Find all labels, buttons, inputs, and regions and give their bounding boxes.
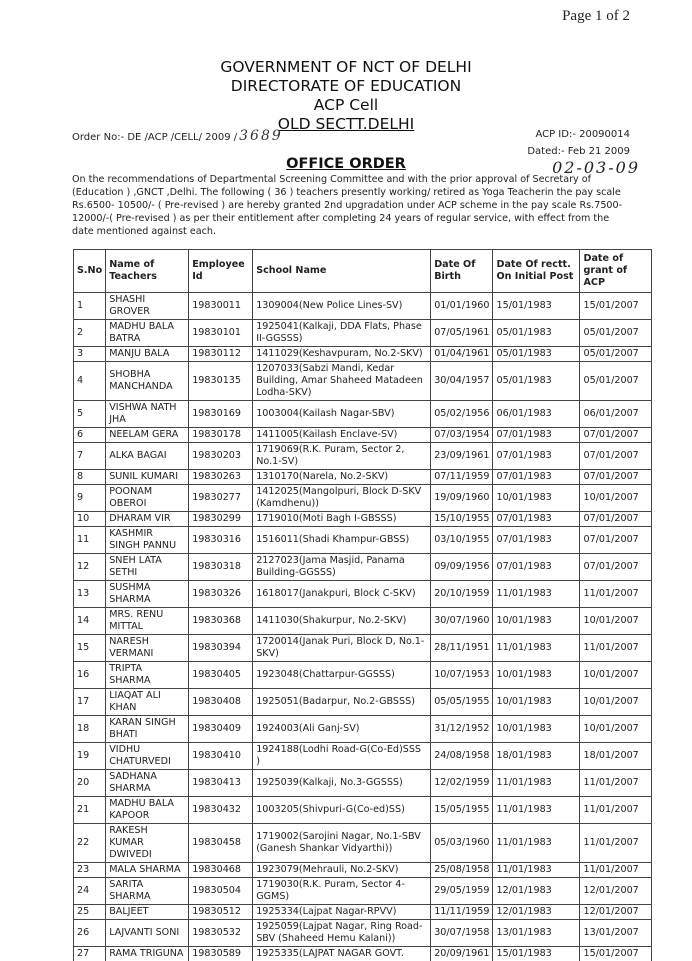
cell-grant-date: 07/01/2007 (580, 428, 652, 443)
cell-sno: 25 (74, 905, 106, 920)
cell-name: RAMA TRIGUNA (106, 947, 189, 961)
cell-dob: 01/04/1961 (431, 347, 493, 362)
cell-name: SADHANA SHARMA (106, 770, 189, 797)
cell-dob: 25/08/1958 (431, 863, 493, 878)
cell-dob: 03/10/1955 (431, 527, 493, 554)
cell-sno: 15 (74, 635, 106, 662)
table-header-row (74, 250, 652, 293)
cell-school: 1719010(Moti Bagh I-GBSSS) (253, 512, 431, 527)
cell-rectt-date: 10/01/1983 (493, 608, 580, 635)
cell-employee-id: 19830532 (189, 920, 253, 947)
cell-sno: 6 (74, 428, 106, 443)
cell-school: 1923048(Chattarpur-GGSSS) (253, 662, 431, 689)
cell-employee-id: 19830468 (189, 863, 253, 878)
order-number-label: Order No:- DE /ACP /CELL/ 2009 / (72, 132, 237, 143)
cell-name: SNEH LATA SETHI (106, 554, 189, 581)
cell-dob: 24/08/1958 (431, 743, 493, 770)
table-row (74, 689, 652, 716)
cell-rectt-date: 11/01/1983 (493, 770, 580, 797)
cell-school: 1719002(Sarojini Nagar, No.1-SBV (Ganesh Shankar Vidyarthi)) (253, 824, 431, 863)
cell-rectt-date: 05/01/1983 (493, 320, 580, 347)
cell-name: KASHMIR SINGH PANNU (106, 527, 189, 554)
header-directorate: DIRECTORATE OF EDUCATION (0, 77, 692, 96)
cell-rectt-date: 10/01/1983 (493, 716, 580, 743)
cell-employee-id: 19830409 (189, 716, 253, 743)
cell-school: 1309004(New Police Lines-SV) (253, 293, 431, 320)
cell-dob: 28/11/1951 (431, 635, 493, 662)
cell-grant-date: 11/01/2007 (580, 824, 652, 863)
cell-sno: 8 (74, 470, 106, 485)
cell-dob: 05/02/1956 (431, 401, 493, 428)
table-row (74, 347, 652, 362)
col-sno: S.No (74, 250, 106, 293)
cell-name: BALJEET (106, 905, 189, 920)
cell-sno: 22 (74, 824, 106, 863)
dated: Dated:- Feb 21 2009 (527, 146, 630, 157)
cell-name: SARITA SHARMA (106, 878, 189, 905)
cell-name: MANJU BALA (106, 347, 189, 362)
cell-dob: 15/10/1955 (431, 512, 493, 527)
cell-sno: 3 (74, 347, 106, 362)
table-row (74, 320, 652, 347)
table-row (74, 878, 652, 905)
cell-school: 1003205(Shivpuri-G(Co-ed)SS) (253, 797, 431, 824)
cell-dob: 20/10/1959 (431, 581, 493, 608)
cell-school: 1719069(R.K. Puram, Sector 2, No.1-SV) (253, 443, 431, 470)
cell-school: 1207033(Sabzi Mandi, Kedar Building, Amar Shaheed Matadeen Lodha-SKV) (253, 362, 431, 401)
cell-sno: 12 (74, 554, 106, 581)
order-number-handwritten: 3689 (239, 128, 283, 144)
table-row (74, 485, 652, 512)
cell-rectt-date: 11/01/1983 (493, 635, 580, 662)
cell-school: 1412025(Mangolpuri, Block D-SKV (Kamdhenu)) (253, 485, 431, 512)
cell-employee-id: 19830410 (189, 743, 253, 770)
col-school: School Name (253, 250, 431, 293)
cell-employee-id: 19830101 (189, 320, 253, 347)
cell-grant-date: 05/01/2007 (580, 320, 652, 347)
cell-employee-id: 19830408 (189, 689, 253, 716)
cell-dob: 07/05/1961 (431, 320, 493, 347)
cell-employee-id: 19830413 (189, 770, 253, 797)
handwritten-date: 02-03-09 (552, 158, 640, 177)
cell-name: MALA SHARMA (106, 863, 189, 878)
cell-sno: 27 (74, 947, 106, 961)
cell-grant-date: 11/01/2007 (580, 635, 652, 662)
col-grant-date: Date of grant of ACP (580, 250, 652, 293)
cell-grant-date: 07/01/2007 (580, 443, 652, 470)
cell-dob: 07/11/1959 (431, 470, 493, 485)
cell-name: NARESH VERMANI (106, 635, 189, 662)
cell-grant-date: 06/01/2007 (580, 401, 652, 428)
cell-employee-id: 19830504 (189, 878, 253, 905)
cell-employee-id: 19830368 (189, 608, 253, 635)
cell-name: SUNIL KUMARI (106, 470, 189, 485)
cell-name: MADHU BALA BATRA (106, 320, 189, 347)
cell-grant-date: 11/01/2007 (580, 770, 652, 797)
cell-grant-date: 15/01/2007 (580, 293, 652, 320)
cell-school: 1925334(Lajpat Nagar-RPVV) (253, 905, 431, 920)
cell-school: 2127023(Jama Masjid, Panama Building-GGSSS) (253, 554, 431, 581)
cell-dob: 20/09/1961 (431, 947, 493, 961)
cell-school: 1516011(Shadi Khampur-GBSS) (253, 527, 431, 554)
cell-grant-date: 10/01/2007 (580, 608, 652, 635)
col-employee-id: Employee Id (189, 250, 253, 293)
cell-rectt-date: 10/01/1983 (493, 662, 580, 689)
col-rectt-date: Date Of rectt. On Initial Post (493, 250, 580, 293)
cell-employee-id: 19830432 (189, 797, 253, 824)
cell-name: LIAQAT ALI KHAN (106, 689, 189, 716)
cell-sno: 19 (74, 743, 106, 770)
cell-employee-id: 19830405 (189, 662, 253, 689)
cell-employee-id: 19830589 (189, 947, 253, 961)
cell-school: 1925041(Kalkaji, DDA Flats, Phase II-GGSSS) (253, 320, 431, 347)
cell-rectt-date: 11/01/1983 (493, 824, 580, 863)
cell-rectt-date: 15/01/1983 (493, 293, 580, 320)
cell-dob: 10/07/1953 (431, 662, 493, 689)
cell-name: NEELAM GERA (106, 428, 189, 443)
cell-dob: 30/04/1957 (431, 362, 493, 401)
table-row (74, 905, 652, 920)
cell-sno: 7 (74, 443, 106, 470)
cell-sno: 4 (74, 362, 106, 401)
cell-sno: 13 (74, 581, 106, 608)
col-dob: Date Of Birth (431, 250, 493, 293)
cell-employee-id: 19830326 (189, 581, 253, 608)
header-government: GOVERNMENT OF NCT OF DELHI (0, 58, 692, 77)
cell-rectt-date: 07/01/1983 (493, 470, 580, 485)
cell-name: MADHU BALA KAPOOR (106, 797, 189, 824)
cell-grant-date: 12/01/2007 (580, 905, 652, 920)
cell-employee-id: 19830512 (189, 905, 253, 920)
cell-employee-id: 19830318 (189, 554, 253, 581)
col-name: Name of Teachers (106, 250, 189, 293)
cell-dob: 29/05/1959 (431, 878, 493, 905)
cell-grant-date: 10/01/2007 (580, 662, 652, 689)
table-row (74, 428, 652, 443)
cell-rectt-date: 07/01/1983 (493, 428, 580, 443)
cell-name: MRS. RENU MITTAL (106, 608, 189, 635)
cell-rectt-date: 06/01/1983 (493, 401, 580, 428)
cell-school: 1003004(Kailash Nagar-SBV) (253, 401, 431, 428)
cell-name: ALKA BAGAI (106, 443, 189, 470)
cell-employee-id: 19830458 (189, 824, 253, 863)
cell-school: 1925059(Lajpat Nagar, Ring Road-SBV (Shaheed Hemu Kalani)) (253, 920, 431, 947)
table-row (74, 443, 652, 470)
cell-rectt-date: 12/01/1983 (493, 905, 580, 920)
cell-grant-date: 10/01/2007 (580, 485, 652, 512)
cell-rectt-date: 13/01/1983 (493, 920, 580, 947)
table-body (74, 293, 652, 961)
cell-rectt-date: 11/01/1983 (493, 797, 580, 824)
header-cell: ACP Cell (0, 96, 692, 115)
table-row (74, 863, 652, 878)
office-order-title: OFFICE ORDER (0, 156, 692, 172)
cell-sno: 20 (74, 770, 106, 797)
cell-dob: 07/03/1954 (431, 428, 493, 443)
cell-name: SUSHMA SHARMA (106, 581, 189, 608)
cell-grant-date: 05/01/2007 (580, 362, 652, 401)
cell-name: SHASHI GROVER (106, 293, 189, 320)
cell-sno: 2 (74, 320, 106, 347)
cell-name: TRIPTA SHARMA (106, 662, 189, 689)
cell-school: 1925039(Kalkaji, No.3-GGSSS) (253, 770, 431, 797)
cell-rectt-date: 10/01/1983 (493, 689, 580, 716)
cell-sno: 24 (74, 878, 106, 905)
cell-school: 1618017(Janakpuri, Block C-SKV) (253, 581, 431, 608)
cell-grant-date: 13/01/2007 (580, 920, 652, 947)
cell-employee-id: 19830299 (189, 512, 253, 527)
table-row (74, 635, 652, 662)
cell-name: POONAM OBEROI (106, 485, 189, 512)
acp-id: ACP ID:- 20090014 (535, 129, 630, 140)
table-row (74, 797, 652, 824)
cell-school: 1924003(Ali Ganj-SV) (253, 716, 431, 743)
cell-employee-id: 19830135 (189, 362, 253, 401)
cell-dob: 05/03/1960 (431, 824, 493, 863)
cell-employee-id: 19830112 (189, 347, 253, 362)
cell-name: RAKESH KUMAR DWIVEDI (106, 824, 189, 863)
cell-sno: 10 (74, 512, 106, 527)
cell-dob: 31/12/1952 (431, 716, 493, 743)
cell-employee-id: 19830203 (189, 443, 253, 470)
cell-dob: 09/09/1956 (431, 554, 493, 581)
cell-sno: 14 (74, 608, 106, 635)
cell-name: SHOBHA MANCHANDA (106, 362, 189, 401)
cell-school: 1720014(Janak Puri, Block D, No.1-SKV) (253, 635, 431, 662)
table-row (74, 512, 652, 527)
cell-sno: 9 (74, 485, 106, 512)
cell-dob: 23/09/1961 (431, 443, 493, 470)
table-row (74, 401, 652, 428)
cell-grant-date: 11/01/2007 (580, 581, 652, 608)
cell-school: 1411005(Kailash Enclave-SV) (253, 428, 431, 443)
cell-employee-id: 19830277 (189, 485, 253, 512)
cell-rectt-date: 05/01/1983 (493, 362, 580, 401)
cell-name: KARAN SINGH BHATI (106, 716, 189, 743)
table-row (74, 770, 652, 797)
cell-sno: 21 (74, 797, 106, 824)
cell-sno: 16 (74, 662, 106, 689)
cell-school: 1924188(Lodhi Road-G(Co-Ed)SSS ) (253, 743, 431, 770)
cell-rectt-date: 05/01/1983 (493, 347, 580, 362)
cell-grant-date: 15/01/2007 (580, 947, 652, 961)
cell-rectt-date: 12/01/1983 (493, 878, 580, 905)
table-row (74, 824, 652, 863)
cell-grant-date: 07/01/2007 (580, 554, 652, 581)
cell-grant-date: 07/01/2007 (580, 470, 652, 485)
table-row (74, 470, 652, 485)
cell-name: VISHWA NATH JHA (106, 401, 189, 428)
cell-sno: 1 (74, 293, 106, 320)
cell-dob: 11/11/1959 (431, 905, 493, 920)
order-paragraph: On the recommendations of Departmental Screening Committee and with the prior approval of Secretary of (Education ) ,GNCT ,Delhi. The following ( 36 ) teachers presently working/ retired as Yoga Teacherin the pay scale Rs.6500- 10500/- ( Pre-revised ) are hereby granted 2nd upgradation under ACP scheme in the pay scale Rs.7500- 12000/-( Pre-revised ) as per their entitlement after completing 24 years of regular service, with effect from the date mentioned against each. (72, 173, 632, 238)
cell-name: VIDHU CHATURVEDI (106, 743, 189, 770)
cell-dob: 12/02/1959 (431, 770, 493, 797)
table-row (74, 527, 652, 554)
table-row (74, 743, 652, 770)
cell-sno: 5 (74, 401, 106, 428)
cell-grant-date: 12/01/2007 (580, 878, 652, 905)
cell-rectt-date: 07/01/1983 (493, 443, 580, 470)
cell-dob: 05/05/1955 (431, 689, 493, 716)
header-location: OLD SECTT.DELHI (0, 115, 692, 134)
table-row (74, 947, 652, 961)
cell-employee-id: 19830178 (189, 428, 253, 443)
cell-dob: 15/05/1955 (431, 797, 493, 824)
table-row (74, 920, 652, 947)
cell-rectt-date: 07/01/1983 (493, 527, 580, 554)
cell-dob: 30/07/1958 (431, 920, 493, 947)
cell-school: 1923079(Mehrauli, No.2-SKV) (253, 863, 431, 878)
cell-grant-date: 10/01/2007 (580, 716, 652, 743)
cell-rectt-date: 07/01/1983 (493, 512, 580, 527)
table-row (74, 716, 652, 743)
cell-grant-date: 07/01/2007 (580, 527, 652, 554)
cell-sno: 26 (74, 920, 106, 947)
cell-sno: 11 (74, 527, 106, 554)
cell-employee-id: 19830169 (189, 401, 253, 428)
cell-school: 1411029(Keshavpuram, No.2-SKV) (253, 347, 431, 362)
cell-dob: 19/09/1960 (431, 485, 493, 512)
cell-grant-date: 11/01/2007 (580, 797, 652, 824)
order-number (72, 128, 283, 144)
cell-employee-id: 19830316 (189, 527, 253, 554)
cell-name: LAJVANTI SONI (106, 920, 189, 947)
cell-grant-date: 05/01/2007 (580, 347, 652, 362)
page-number: Page 1 of 2 (562, 8, 630, 25)
cell-school: 1719030(R.K. Puram, Sector 4-GGMS) (253, 878, 431, 905)
cell-school: 1925051(Badarpur, No.2-GBSSS) (253, 689, 431, 716)
cell-grant-date: 07/01/2007 (580, 512, 652, 527)
cell-rectt-date: 15/01/1983 (493, 947, 580, 961)
cell-employee-id: 19830394 (189, 635, 253, 662)
cell-sno: 23 (74, 863, 106, 878)
cell-employee-id: 19830011 (189, 293, 253, 320)
cell-grant-date: 11/01/2007 (580, 863, 652, 878)
table-row (74, 362, 652, 401)
table-row (74, 608, 652, 635)
cell-sno: 17 (74, 689, 106, 716)
cell-sno: 18 (74, 716, 106, 743)
cell-rectt-date: 10/01/1983 (493, 485, 580, 512)
cell-grant-date: 18/01/2007 (580, 743, 652, 770)
cell-rectt-date: 11/01/1983 (493, 581, 580, 608)
table-row (74, 554, 652, 581)
table-row (74, 581, 652, 608)
cell-dob: 01/01/1960 (431, 293, 493, 320)
cell-grant-date: 10/01/2007 (580, 689, 652, 716)
document-header (0, 58, 692, 134)
cell-rectt-date: 11/01/1983 (493, 863, 580, 878)
cell-school: 1310170(Narela, No.2-SKV) (253, 470, 431, 485)
cell-rectt-date: 18/01/1983 (493, 743, 580, 770)
cell-rectt-date: 07/01/1983 (493, 554, 580, 581)
cell-school: 1411030(Shakurpur, No.2-SKV) (253, 608, 431, 635)
table-row (74, 293, 652, 320)
teachers-table (73, 249, 652, 961)
cell-school: 1925335(LAJPAT NAGAR GOVT. (253, 947, 431, 961)
cell-dob: 30/07/1960 (431, 608, 493, 635)
cell-employee-id: 19830263 (189, 470, 253, 485)
cell-name: DHARAM VIR (106, 512, 189, 527)
table-row (74, 662, 652, 689)
